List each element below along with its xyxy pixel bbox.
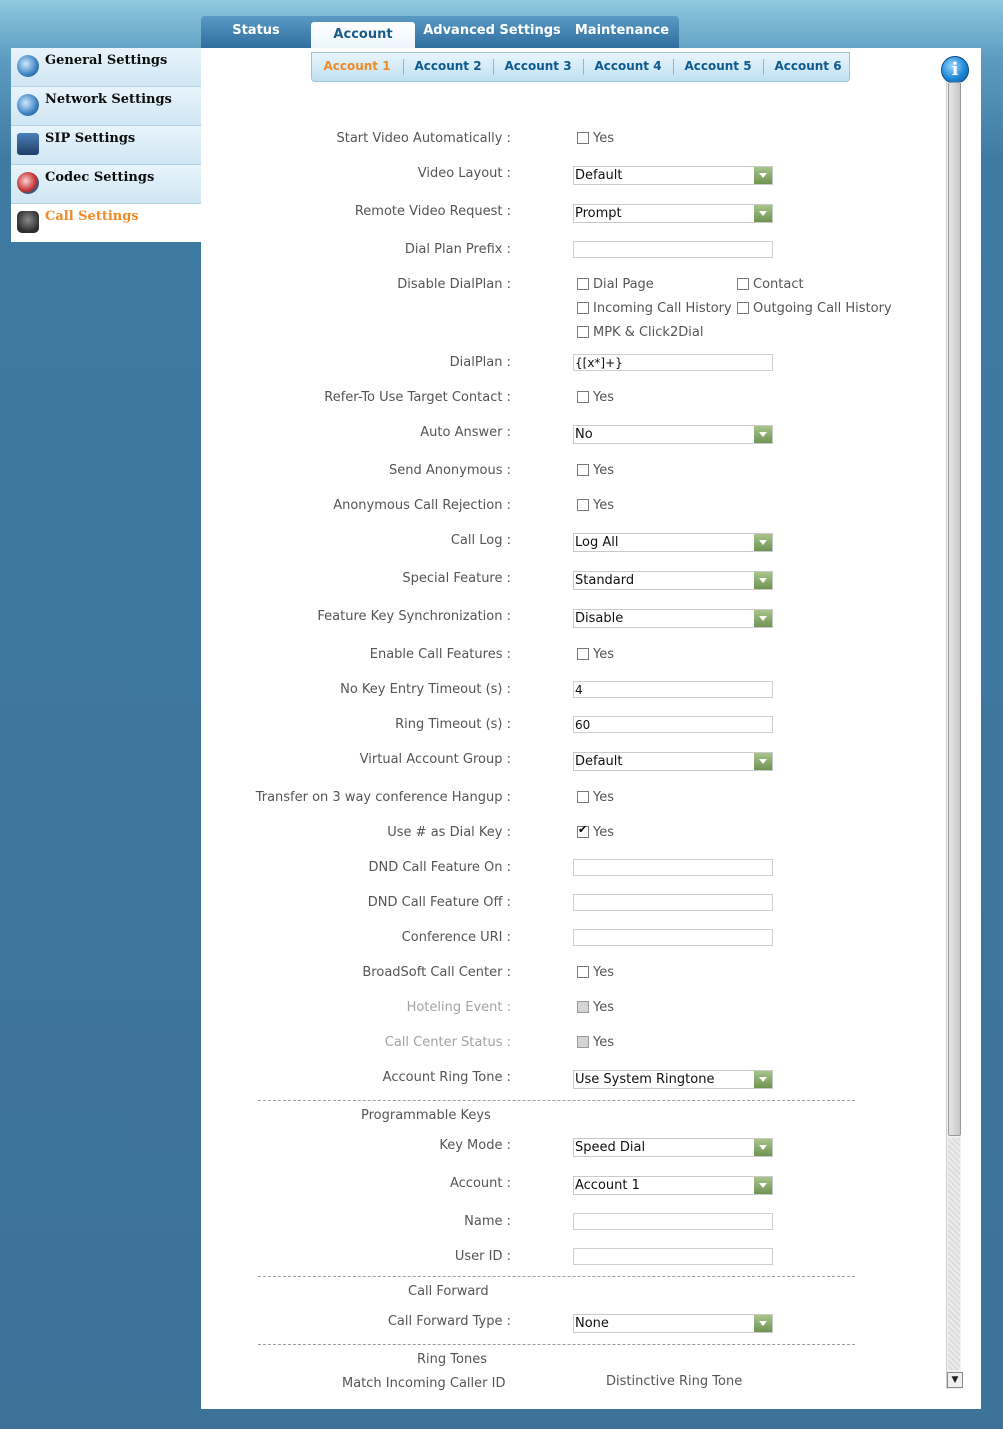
dial-plan-prefix-input[interactable] <box>573 241 773 258</box>
scroll-down-arrow-icon[interactable]: ▼ <box>947 1372 963 1388</box>
tab-account-5[interactable]: Account 5 <box>684 59 752 73</box>
mpk-click2dial-label: MPK & Click2Dial <box>593 325 704 340</box>
chevron-down-icon <box>754 1177 772 1194</box>
call-forward-title: Call Forward <box>408 1284 489 1299</box>
hash-dial-key-label: Use # as Dial Key : <box>387 825 511 840</box>
section-divider <box>258 1276 855 1277</box>
special-feature-value: Standard <box>575 573 635 588</box>
pk-account-select[interactable] <box>573 1176 773 1195</box>
call-forward-type-value: None <box>575 1316 609 1331</box>
send-anonymous-label: Send Anonymous : <box>388 463 511 478</box>
anon-rejection-yes: Yes <box>593 498 614 513</box>
call-center-status-checkbox <box>577 1036 589 1048</box>
sidebar-item-label: General Settings <box>45 53 168 68</box>
chevron-down-icon <box>754 426 772 443</box>
tab-account-6[interactable]: Account 6 <box>774 59 842 73</box>
remote-video-select[interactable] <box>573 204 773 223</box>
distinctive-ring-tone-header: Distinctive Ring Tone <box>606 1374 743 1389</box>
chevron-down-icon <box>754 534 772 551</box>
chevron-down-icon <box>754 1071 772 1088</box>
contact-label: Contact <box>753 277 804 292</box>
chevron-down-icon <box>754 167 772 184</box>
conference-uri-input[interactable] <box>573 929 773 946</box>
feature-key-sync-select[interactable] <box>573 609 773 628</box>
main-panel <box>201 48 981 1409</box>
dial-plan-prefix-label: Dial Plan Prefix : <box>404 242 511 257</box>
feature-key-sync-value: Disable <box>575 611 624 626</box>
contact-checkbox[interactable] <box>737 278 749 290</box>
codec-icon <box>17 172 39 194</box>
no-key-timeout-label: No Key Entry Timeout (s) : <box>340 682 511 697</box>
ring-tones-title: Ring Tones <box>417 1352 487 1367</box>
chevron-down-icon <box>754 1315 772 1332</box>
account-ring-tone-label: Account Ring Tone : <box>382 1070 511 1085</box>
sidebar-item-general-settings[interactable] <box>11 48 201 87</box>
call-log-value: Log All <box>575 535 619 550</box>
remote-video-value: Prompt <box>575 206 622 221</box>
transfer-3way-yes: Yes <box>593 790 614 805</box>
sidebar-item-label: SIP Settings <box>45 131 136 146</box>
sidebar-item-label: Codec Settings <box>45 170 155 185</box>
pk-account-label: Account : <box>449 1176 511 1191</box>
hash-dial-key-checkbox[interactable] <box>577 826 589 838</box>
virtual-account-group-label: Virtual Account Group : <box>359 752 511 767</box>
broadsoft-cc-label: BroadSoft Call Center : <box>362 965 511 980</box>
sidebar-item-sip-settings[interactable] <box>11 126 201 165</box>
virtual-account-group-value: Default <box>575 754 623 769</box>
conference-uri-label: Conference URI : <box>401 930 511 945</box>
transfer-3way-checkbox[interactable] <box>577 791 589 803</box>
dnd-on-input[interactable] <box>573 859 773 876</box>
send-anonymous-yes: Yes <box>593 463 614 478</box>
call-forward-type-label: Call Forward Type : <box>387 1314 511 1329</box>
sidebar-item-network-settings[interactable] <box>11 87 201 126</box>
globe-icon <box>17 94 39 116</box>
programmable-keys-title: Programmable Keys <box>361 1108 491 1123</box>
account-ring-tone-select[interactable] <box>573 1070 773 1089</box>
tab-maintenance[interactable]: Maintenance <box>574 23 670 38</box>
outgoing-call-history-label: Outgoing Call History <box>753 301 892 316</box>
special-feature-label: Special Feature : <box>402 571 511 586</box>
tab-status[interactable]: Status <box>232 23 280 38</box>
scrollbar-thumb[interactable] <box>948 82 961 1136</box>
phone-icon <box>17 211 39 233</box>
video-layout-value: Default <box>575 168 623 183</box>
auto-answer-select[interactable] <box>573 425 773 444</box>
transfer-3way-label: Transfer on 3 way conference Hangup : <box>255 790 511 805</box>
send-anonymous-checkbox[interactable] <box>577 464 589 476</box>
incoming-call-history-label: Incoming Call History <box>593 301 732 316</box>
tab-separator <box>763 59 764 75</box>
chevron-down-icon <box>754 572 772 589</box>
scrollbar-track[interactable] <box>948 1138 960 1370</box>
call-center-status-label: Call Center Status : <box>384 1035 511 1050</box>
tab-advanced-settings[interactable]: Advanced Settings <box>423 23 561 38</box>
sidebar <box>11 48 201 242</box>
sidebar-item-label: Call Settings <box>45 209 139 224</box>
call-center-status-yes: Yes <box>593 1035 614 1050</box>
outgoing-call-history-checkbox[interactable] <box>737 302 749 314</box>
dnd-off-input[interactable] <box>573 894 773 911</box>
call-log-label: Call Log : <box>450 533 511 548</box>
broadsoft-cc-checkbox[interactable] <box>577 966 589 978</box>
dial-page-checkbox[interactable] <box>577 278 589 290</box>
pk-user-id-input[interactable] <box>573 1248 773 1265</box>
tab-separator <box>673 59 674 75</box>
account-ring-tone-value: Use System Ringtone <box>575 1072 715 1087</box>
chevron-down-icon <box>754 753 772 770</box>
refer-to-label: Refer-To Use Target Contact : <box>324 390 511 405</box>
start-video-yes: Yes <box>593 131 614 146</box>
pk-name-input[interactable] <box>573 1213 773 1230</box>
key-mode-value: Speed Dial <box>575 1140 646 1155</box>
info-icon[interactable]: i <box>941 56 969 84</box>
hoteling-event-yes: Yes <box>593 1000 614 1015</box>
disable-dialplan-label: Disable DialPlan : <box>397 277 511 292</box>
section-divider <box>258 1344 855 1345</box>
auto-answer-value: No <box>575 427 593 442</box>
section-divider <box>258 1100 855 1101</box>
dnd-on-label: DND Call Feature On : <box>368 860 511 875</box>
tab-separator <box>583 59 584 75</box>
account-tabs <box>311 52 850 82</box>
key-mode-select[interactable] <box>573 1138 773 1157</box>
tab-account-4[interactable]: Account 4 <box>594 59 662 73</box>
match-caller-id-header: Match Incoming Caller ID <box>342 1376 506 1391</box>
chevron-down-icon <box>754 610 772 627</box>
pk-account-value: Account 1 <box>575 1178 640 1193</box>
tab-separator <box>403 59 404 75</box>
ring-timeout-input[interactable] <box>573 716 773 733</box>
dialplan-input[interactable] <box>573 354 773 371</box>
scrollbar[interactable] <box>946 82 961 1389</box>
special-feature-select[interactable] <box>573 571 773 590</box>
enable-call-features-yes: Yes <box>593 647 614 662</box>
pk-user-id-label: User ID : <box>454 1249 511 1264</box>
incoming-call-history-checkbox[interactable] <box>577 302 589 314</box>
hoteling-event-label: Hoteling Event : <box>406 1000 511 1015</box>
sidebar-item-codec-settings[interactable] <box>11 165 201 204</box>
video-layout-label: Video Layout : <box>417 166 511 181</box>
pk-name-label: Name : <box>464 1214 511 1229</box>
anon-rejection-label: Anonymous Call Rejection : <box>333 498 511 513</box>
no-key-timeout-input[interactable] <box>573 681 773 698</box>
tab-account-2[interactable]: Account 2 <box>414 59 482 73</box>
tab-account-3[interactable]: Account 3 <box>504 59 572 73</box>
call-forward-type-select[interactable] <box>573 1314 773 1333</box>
dial-page-label: Dial Page <box>593 277 654 292</box>
sidebar-item-label: Network Settings <box>45 92 172 107</box>
tab-separator <box>493 59 494 75</box>
refer-to-checkbox[interactable] <box>577 391 589 403</box>
tab-account[interactable]: Account <box>311 22 415 56</box>
call-log-select[interactable] <box>573 533 773 552</box>
remote-video-label: Remote Video Request : <box>354 204 511 219</box>
auto-answer-label: Auto Answer : <box>420 425 511 440</box>
chevron-down-icon <box>754 205 772 222</box>
anon-rejection-checkbox[interactable] <box>577 499 589 511</box>
virtual-account-group-select[interactable] <box>573 752 773 771</box>
gear-icon <box>17 55 39 77</box>
hash-dial-key-yes: Yes <box>593 825 614 840</box>
hoteling-event-checkbox <box>577 1001 589 1013</box>
enable-call-features-label: Enable Call Features : <box>369 647 511 662</box>
enable-call-features-checkbox[interactable] <box>577 648 589 660</box>
feature-key-sync-label: Feature Key Synchronization : <box>317 609 511 624</box>
dialplan-label: DialPlan : <box>449 355 511 370</box>
chevron-down-icon <box>754 1139 772 1156</box>
refer-to-yes: Yes <box>593 390 614 405</box>
start-video-label: Start Video Automatically : <box>336 131 511 146</box>
server-icon <box>17 133 39 155</box>
mpk-click2dial-checkbox[interactable] <box>577 326 589 338</box>
dnd-off-label: DND Call Feature Off : <box>367 895 511 910</box>
key-mode-label: Key Mode : <box>439 1138 511 1153</box>
tab-account-1[interactable]: Account 1 <box>323 59 391 73</box>
broadsoft-cc-yes: Yes <box>593 965 614 980</box>
start-video-checkbox[interactable] <box>577 132 589 144</box>
top-nav-tabs <box>201 16 679 48</box>
ring-timeout-label: Ring Timeout (s) : <box>395 717 511 732</box>
video-layout-select[interactable] <box>573 166 773 185</box>
sidebar-item-call-settings[interactable] <box>11 204 201 242</box>
